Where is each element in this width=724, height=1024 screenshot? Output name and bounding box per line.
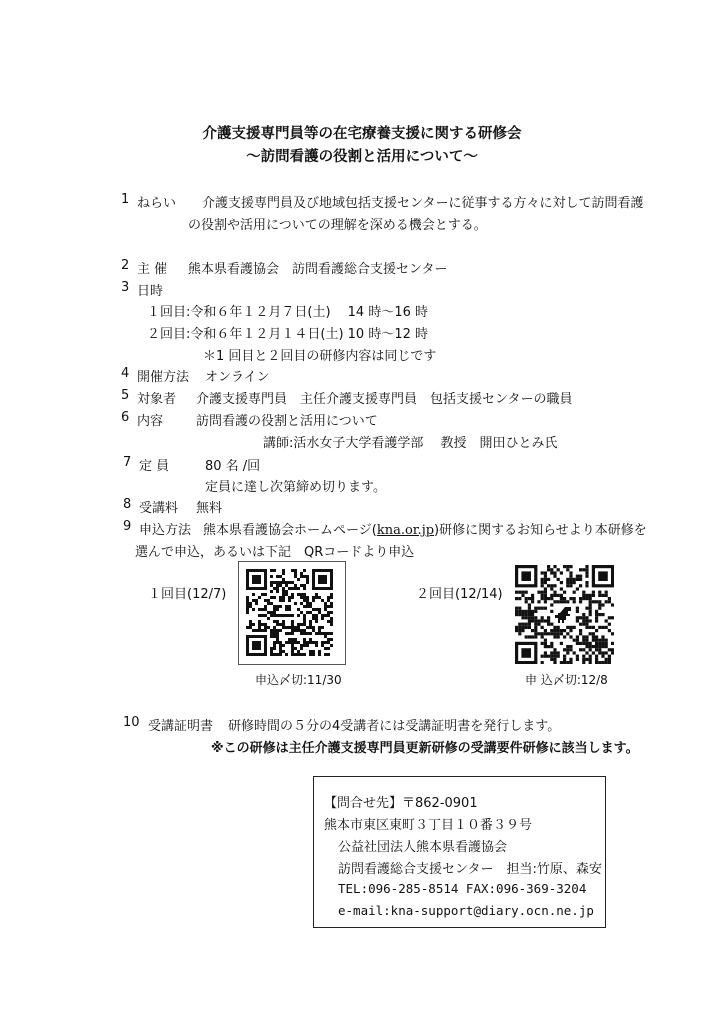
capacity-value: 80 名 /回 [205,459,261,474]
page-subtitle: ～訪問看護の役割と活用について～ [246,149,478,165]
qr-code-session1[interactable] [246,569,333,656]
apply-text [203,519,647,538]
qr1-deadline: 申込〆切:11/30 [255,673,342,687]
datetime-note: ＊1 回目と２回目の研修内容は同じです [203,349,437,364]
contact-center: 訪問看護総合支援センター 担当:竹原、森安 [338,862,602,877]
sponsor-value: 熊本県看護協会 訪問看護総合支援センター [188,262,448,277]
certificate-value: 研修時間の５分の4受講者には受講証明書を発行します。 [228,719,561,734]
target-value: 介護支援専門員 主任介護支援専門員 包括支援センターの職員 [196,392,573,407]
certificate-label: 受講証明書 [148,719,214,734]
datetime-label: 日時 [137,284,164,299]
apply-number: 9 [123,519,132,534]
fee-label: 受講料 [139,501,179,516]
aim-text-line1: 介護支援専門員及び地域包括支援センターに従事する方々に対して訪問看護 [202,196,644,211]
qr-code-session2[interactable] [515,565,614,664]
content-value: 訪問看護の役割と活用について [196,414,378,429]
content-label: 内容 [137,414,164,429]
qr2-label: ２回目(12/14) [416,587,503,602]
fee-value: 無料 [196,501,223,516]
method-value: オンライン [205,370,270,385]
method-number: 4 [121,366,130,381]
session1-datetime: １回目:令和６年１２月７日(土) 14 時～16 時 [147,305,429,320]
target-number: 5 [121,388,130,403]
certificate-note: ※この研修は主任介護支援専門員更新研修の受講要件研修に該当します。 [211,741,639,756]
aim-text-line2: の役割や活用についての理解を深める機会とする。 [188,218,487,233]
method-label: 開催方法 [137,370,190,385]
contact-email[interactable]: e-mail:kna-support@diary.ocn.ne.jp [338,903,594,918]
aim-number: 1 [121,192,130,207]
contact-heading: 【問合せ先】〒862-0901 [324,796,478,811]
contact-org: 公益社団法人熊本県看護協会 [338,840,508,855]
capacity-number: 7 [123,455,132,470]
lecturer: 講師:活水女子大学看護学部 教授 開田ひとみ氏 [263,436,558,451]
aim-label: ねらい [137,196,177,211]
fee-number: 8 [123,497,132,512]
sponsor-label: 主 催 [137,262,168,277]
contact-tel-fax: TEL:096-285-8514 FAX:096-369-3204 [338,881,587,896]
apply-line2: 選んで申込，あるいは下記 QRコードより申込 [135,545,415,560]
session2-datetime: ２回目:令和６年１２月１４日(土) 10 時～12 時 [147,327,429,342]
contact-address: 熊本市東区東町３丁目１０番３９号 [324,818,533,833]
apply-label: 申込方法 [139,523,192,538]
sponsor-number: 2 [121,258,130,273]
content-number: 6 [121,410,130,425]
target-label: 対象者 [137,392,177,407]
qr1-label: １回目(12/7) [148,587,227,602]
page-title: 介護支援専門員等の在宅療養支援に関する研修会 [202,126,522,142]
datetime-number: 3 [121,280,130,295]
capacity-label: 定 員 [139,459,170,474]
kna-website-link[interactable]: kna.or.jp [376,523,435,538]
apply-text-after: )研修に関するお知らせより本研修を [434,523,647,538]
apply-text-before: 熊本県看護協会ホームページ( [203,523,377,538]
certificate-number: 10 [123,715,140,730]
qr2-deadline: 申 込〆切:12/8 [525,673,608,687]
capacity-note: 定員に達し次第締め切ります。 [205,480,386,495]
